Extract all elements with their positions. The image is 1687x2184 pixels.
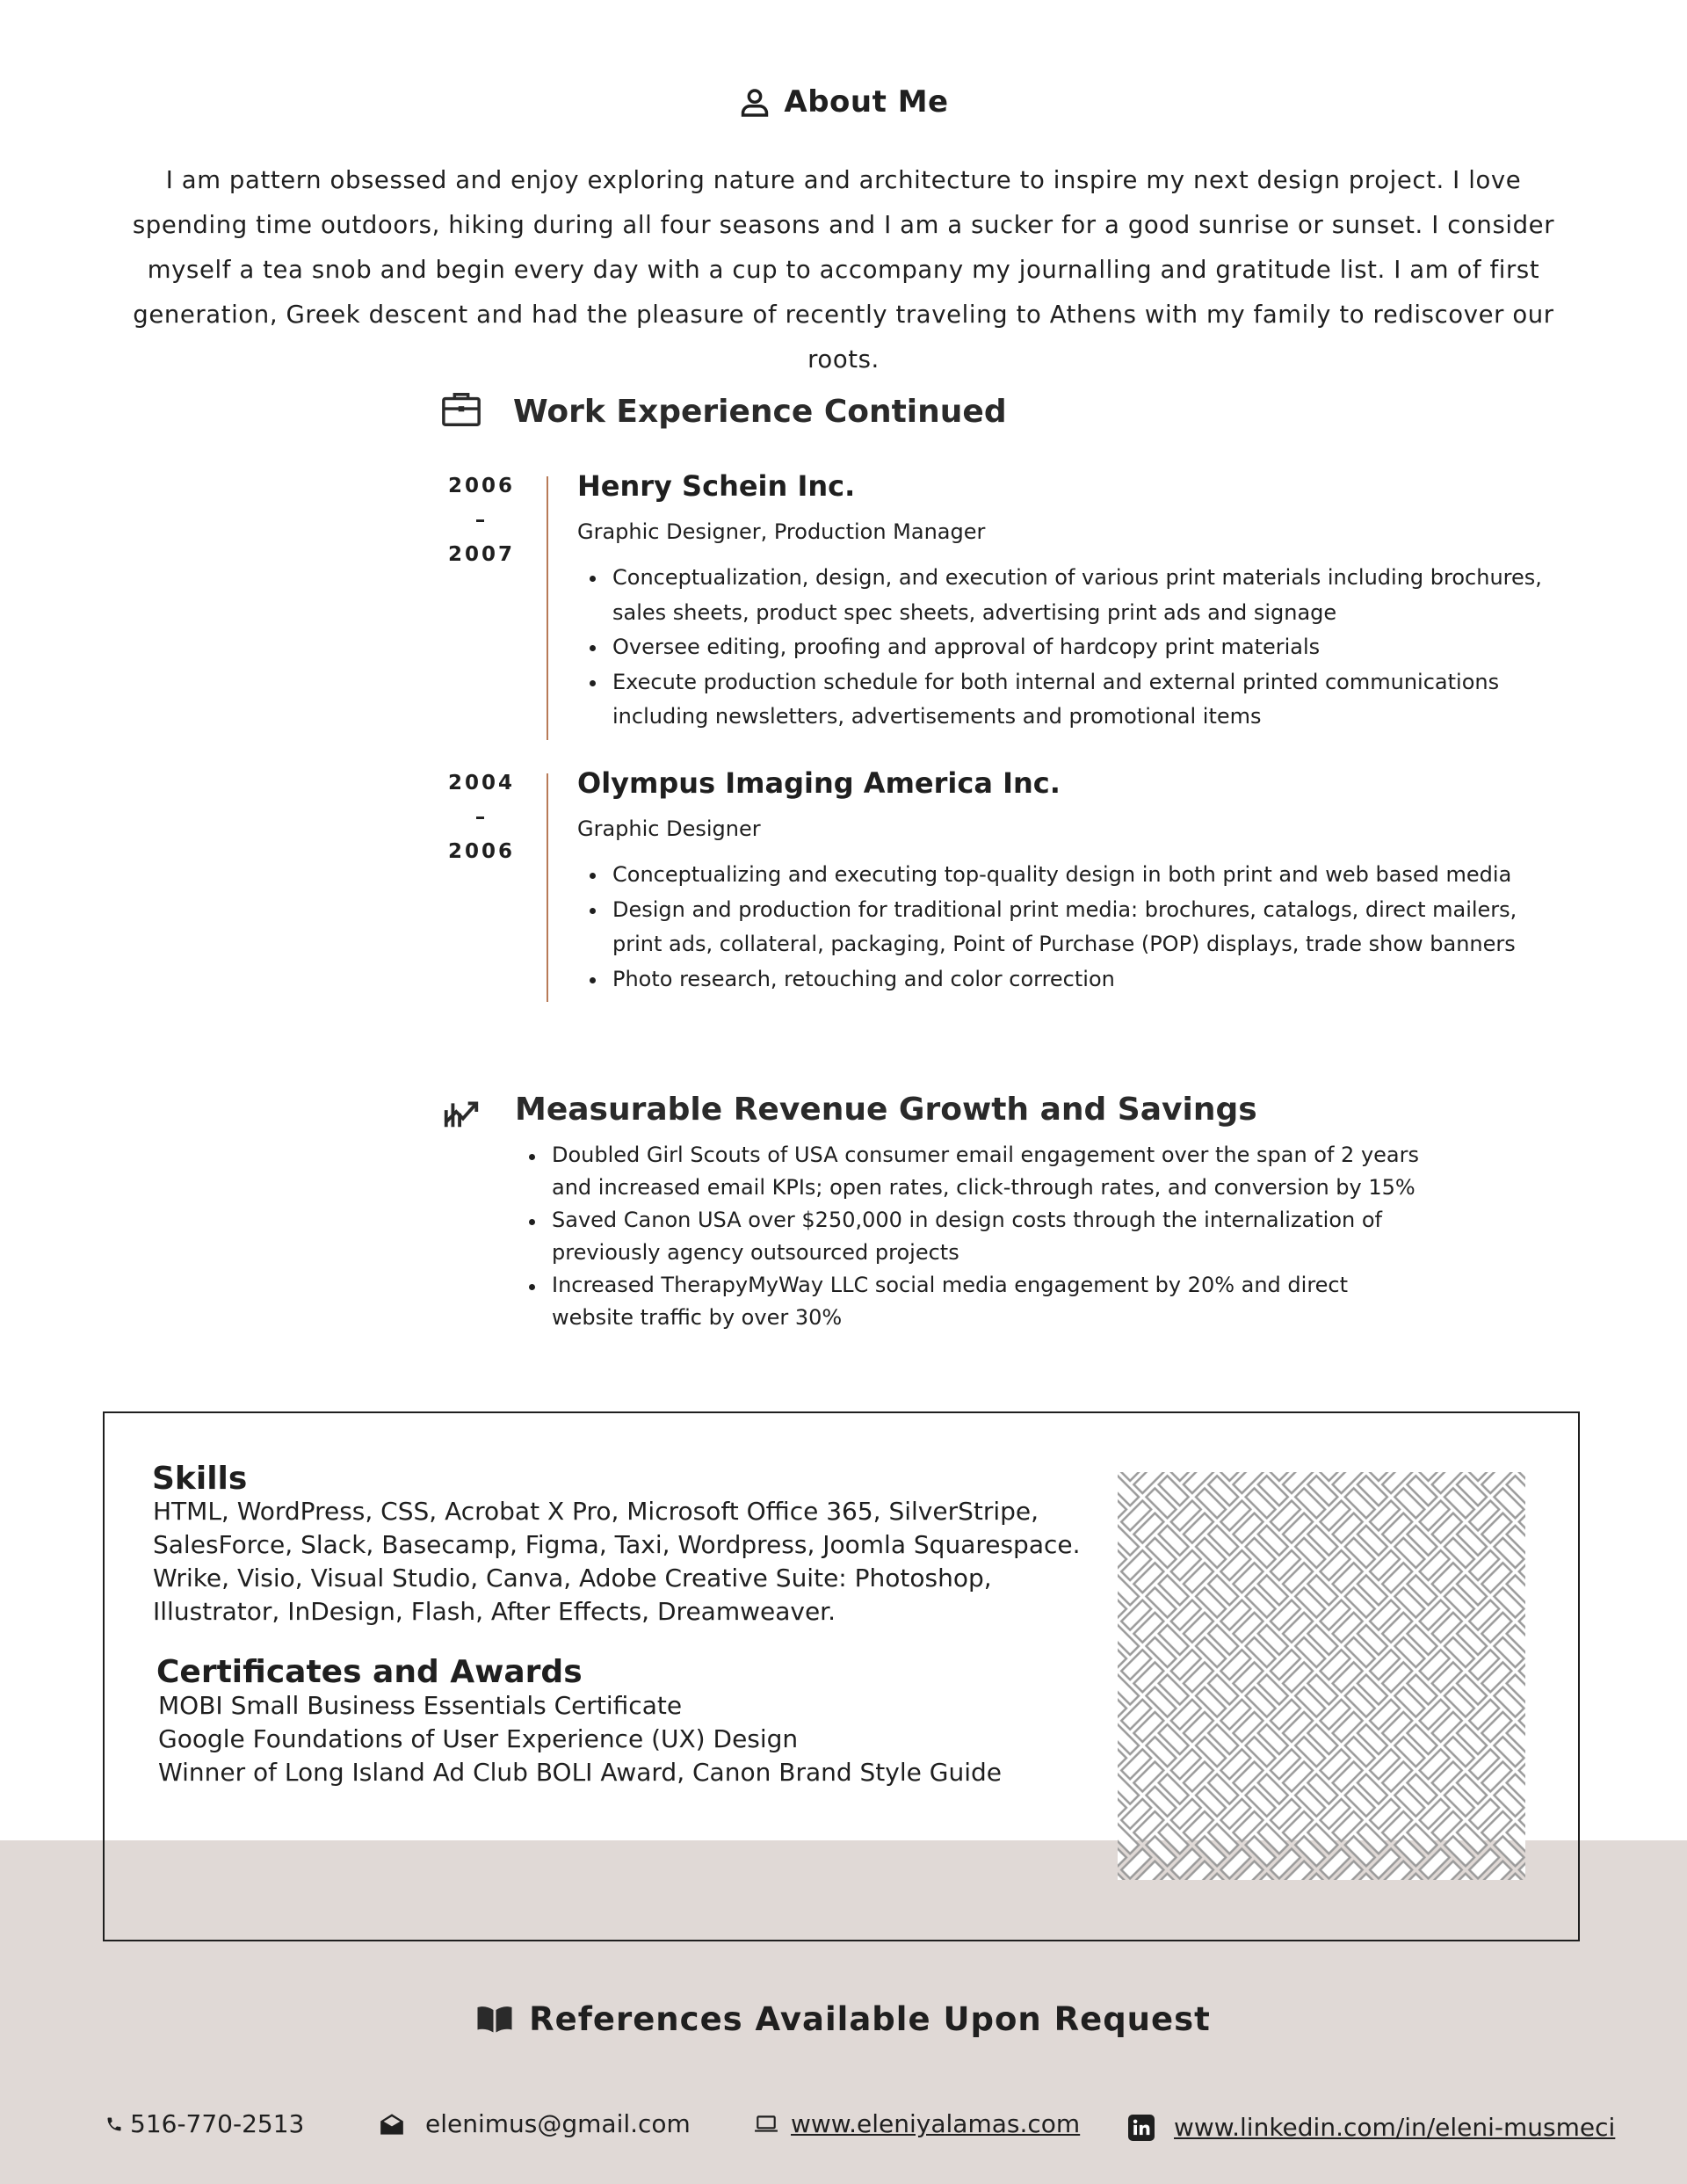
work-heading: Work Experience Continued — [513, 394, 1007, 430]
linkedin-icon — [1128, 2115, 1155, 2141]
briefcase-icon — [441, 390, 481, 429]
timeline-line — [547, 476, 548, 740]
references-heading — [0, 2000, 1687, 2038]
about-heading — [0, 84, 1687, 120]
phone-icon — [105, 2113, 123, 2136]
list-item: MOBI Small Business Essentials Certificate — [158, 1691, 683, 1720]
laptop-icon — [754, 2115, 778, 2134]
list-item: Conceptualization, design, and execution of various print materials including brochures, sales sheets, product spec sheets, advertising print ads and signage — [577, 561, 1553, 630]
list-item: Photo research, retouching and color correction — [577, 962, 1553, 998]
user-icon — [738, 85, 771, 119]
mail-open-icon — [380, 2113, 404, 2136]
job-role: Graphic Designer — [577, 816, 761, 841]
skills-text: HTML, WordPress, CSS, Acrobat X Pro, Microsoft Office 365, SilverStripe, SalesForce, Slack, Basecamp, Figma, Taxi, Wordpress, Joomla Squarespace. Wrike, Visio, Visual Studio, Canva, Adobe Creative Suite: Photoshop, Illustrator, InDesign, Flash, After Effects, Dreamweaver. — [153, 1497, 1081, 1626]
website-link[interactable]: www.eleniyalamas.com — [791, 2109, 1081, 2138]
job-year-start: 2006 — [447, 475, 515, 497]
email-text[interactable]: elenimus@gmail.com — [425, 2109, 691, 2138]
basketweave-pattern — [1118, 1472, 1525, 1880]
timeline-line — [547, 773, 548, 1002]
list-item: Increased TherapyMyWay LLC social media engagement by 20% and direct website traffic by over 30% — [517, 1269, 1430, 1334]
linkedin-link[interactable]: www.linkedin.com/in/eleni-musmeci — [1174, 2113, 1616, 2142]
job-bullets — [577, 858, 1553, 997]
job-year-dash: – — [474, 806, 489, 829]
job-years — [439, 469, 524, 572]
contact-linkedin — [1128, 2113, 1615, 2142]
list-item: Google Foundations of User Experience (UX) Design — [158, 1724, 799, 1753]
list-item: Design and production for traditional print media: brochures, catalogs, direct mailers, print ads, collateral, packaging, Point of Purchase (POP) displays, trade show banners — [577, 893, 1553, 962]
certs-heading: Certificates and Awards — [156, 1654, 583, 1690]
job-years — [439, 766, 524, 869]
job-year-end: 2007 — [447, 543, 515, 566]
contact-email — [380, 2109, 691, 2138]
list-item: Doubled Girl Scouts of USA consumer email engagement over the span of 2 years and increased email KPIs; open rates, click-through rates, and conversion by 15% — [517, 1139, 1430, 1204]
phone-text: 516-770-2513 — [130, 2109, 305, 2138]
job-company: Henry Schein Inc. — [577, 469, 856, 503]
job-year-start: 2004 — [447, 772, 515, 795]
growth-chart-icon — [441, 1092, 481, 1132]
about-text: I am pattern obsessed and enjoy exploring nature and architecture to inspire my next design project. I love spending time outdoors, hiking during all four seasons and I am a sucker for a good sunrise or sunset. I consider myself a tea snob and begin every day with a cup to accompany my journalling and gratitude list. I am of first generation, Greek descent and had the pleasure of recently traveling to Athens with my family to rediscover our roots. — [132, 166, 1555, 374]
revenue-bullets — [517, 1139, 1430, 1334]
about-heading-text: About Me — [784, 84, 949, 120]
job-year-end: 2006 — [447, 840, 515, 863]
list-item: Saved Canon USA over $250,000 in design costs through the internalization of previously agency outsourced projects — [517, 1204, 1430, 1269]
revenue-heading: Measurable Revenue Growth and Savings — [515, 1092, 1257, 1128]
references-text: References Available Upon Request — [529, 2000, 1211, 2038]
list-item: Oversee editing, proofing and approval of hardcopy print materials — [577, 630, 1553, 665]
contact-phone — [105, 2109, 304, 2138]
list-item: Winner of Long Island Ad Club BOLI Award, Canon Brand Style Guide — [158, 1758, 1002, 1787]
job-role: Graphic Designer, Production Manager — [577, 519, 986, 544]
open-book-icon — [476, 2002, 513, 2034]
job-year-dash: – — [474, 509, 489, 532]
skills-heading: Skills — [152, 1461, 248, 1497]
contact-website — [754, 2109, 1080, 2138]
job-entry — [439, 469, 1542, 744]
list-item: Conceptualizing and executing top-quality design in both print and web based media — [577, 858, 1553, 893]
job-bullets — [577, 561, 1553, 735]
list-item: Execute production schedule for both internal and external printed communications including newsletters, advertisements and promotional items — [577, 665, 1553, 735]
job-company: Olympus Imaging America Inc. — [577, 766, 1061, 800]
certs-list — [158, 1689, 1090, 1789]
job-entry — [439, 766, 1529, 1004]
